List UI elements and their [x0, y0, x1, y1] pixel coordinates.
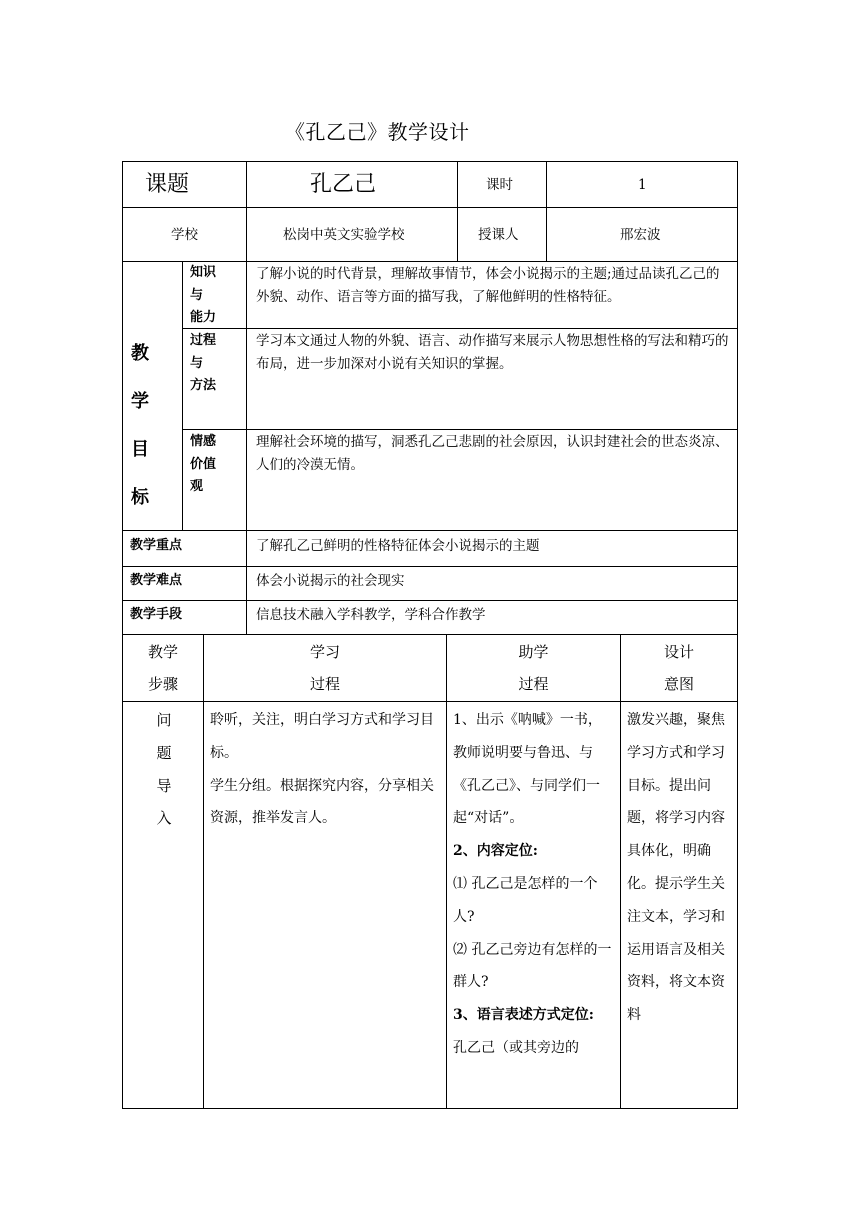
school-label: 学校	[171, 227, 198, 243]
means-label: 教学手段	[130, 607, 183, 622]
step-learn: 聆听，关注，明白学习方式和学习目标。 学生分组。根据探究内容，分享相关资源，推举发言人。	[210, 712, 434, 827]
course-value: 孔乙己	[310, 172, 377, 197]
step-design: 激发兴趣，聚焦学习方式和学习目标。提出问题，将学习内容具体化，明确化。提示学生关注文本，学习和运用语言及相关资料，将文本资料	[627, 712, 725, 1024]
goal-text-emotion: 理解社会环境的描写，洞悉孔乙己悲剧的社会原因，认识封建社会的世态炎凉、人们的冷漠无情。	[256, 434, 729, 473]
table-line	[122, 530, 738, 531]
difficulty-text: 体会小说揭示的社会现实	[256, 573, 405, 589]
period-value: 1	[638, 177, 647, 193]
teacher-value: 邢宏波	[620, 227, 661, 243]
table-line	[620, 634, 621, 1108]
table-line	[122, 207, 738, 208]
table-border-bottom	[122, 1108, 738, 1109]
step-assist: 1、出示《呐喊》一书，教师说明要与鲁迅、与《孔乙己》、与同学们一起“对话”。 2、内容定位: ⑴ 孔乙己是怎样的一个人? ⑵ 孔乙己旁边有怎样的一群人? 3、语言表述方式定位: 孔乙己（或其旁边的	[453, 712, 612, 1056]
header-design: 设计 意图	[663, 643, 694, 693]
table-line	[182, 261, 183, 530]
means-text: 信息技术融入学科教学，学科合作教学	[256, 607, 486, 623]
table-line	[122, 600, 738, 601]
header-step: 教学 步骤	[147, 643, 178, 693]
header-learn: 学习 过程	[309, 643, 340, 693]
table-line	[182, 429, 738, 430]
table-border-top	[122, 161, 738, 162]
goal-text-process: 学习本文通过人物的外貌、语言、动作描写来展示人物思想性格的写法和精巧的布局，进一步加深对小说有关知识的掌握。	[256, 333, 729, 372]
goals-label: 教 学 目 标	[131, 343, 149, 508]
goal-name-process: 过程 与 方法	[190, 333, 217, 393]
table-line	[182, 328, 738, 329]
table-line	[546, 161, 547, 261]
table-line	[446, 634, 447, 1108]
key-text: 了解孔乙己鲜明的性格特征体会小说揭示的主题	[256, 538, 540, 554]
table-border-left	[122, 161, 123, 1109]
document-title: 《孔乙己》教学设计	[285, 120, 470, 144]
difficulty-label: 教学难点	[130, 573, 183, 588]
goal-name-emotion: 情感 价值 观	[190, 434, 217, 494]
key-label: 教学重点	[130, 538, 183, 553]
table-border-right	[737, 161, 738, 1109]
period-label: 课时	[486, 177, 513, 193]
table-line	[122, 701, 738, 702]
goal-text-knowledge: 了解小说的时代背景，理解故事情节，体会小说揭示的主题;通过品读孔乙己的外貌、动作、语言等方面的描写我，了解他鲜明的性格特征。	[256, 266, 720, 305]
course-label: 课题	[145, 172, 190, 197]
table-line	[122, 634, 738, 635]
step-name: 问 题 导 入	[156, 711, 172, 828]
teacher-label: 授课人	[478, 227, 519, 243]
table-line	[246, 261, 247, 634]
header-assist: 助学 过程	[518, 643, 549, 693]
table-line	[457, 161, 458, 261]
school-value: 松岗中英文实验学校	[283, 227, 405, 243]
goal-name-knowledge: 知识 与 能力	[190, 265, 217, 325]
table-line	[203, 634, 204, 1108]
table-line	[122, 566, 738, 567]
table-line	[246, 161, 247, 261]
